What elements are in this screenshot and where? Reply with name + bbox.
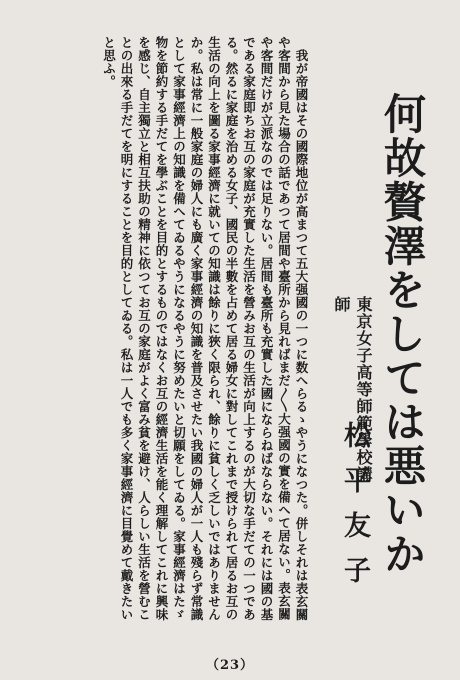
article-title: 何故贅澤をしては悪いか — [378, 92, 427, 576]
author-name: 松平友子 — [339, 421, 370, 601]
page-number: （23） — [205, 658, 255, 673]
body-paragraph: 我が帝國はその國際地位が高まつて五大强國の一つに数へらるゝやうになつた。併しそれは表玄關や客間から見た場合の話であつて居間や臺所から見ればまだ〳〵大强國の實を備へて居ない。表玄關や客間だけが立派なのでは足りない。居間も臺所も充實した國にならねばならない。それには國の基である家庭即ちお互の家庭が充實した生活を營みお互の生活が向上するのが大切な手だての一つである。然るに家庭を治める女子、國民の半數を占めて居る婦女に對してこれまで授けられて居るお互の生活の向上を圖る家事經濟に就いての知識は餘りに狹く限られ、餘りに貧しく乏しいではありませんか。私は常に一般家庭の婦人にも廣く家事經濟の知識を普及させたい我國の婦人が一人も殘らず常識として家事經濟上の知識を備へてゐるやうになるやうに努めたいと切願をしてゐる。家事經濟はたゞ物を節約する手だてを學ぶことを目的とするものではなくお互の經濟生活を能く理解してこれに興味を感じ、自主獨立と相互扶助の精神に依つてお互の家庭がよく富み貧を避け、人らしい生活を營むことの出來る手だてを明にすることを目的としてゐる。私は一人でも多く家事經濟に目覺めて戴きたいと思ふ。 — [101, 36, 309, 621]
article-body — [64, 36, 310, 622]
author-affiliation: 東京女子高等師範學校講師 — [332, 296, 373, 483]
